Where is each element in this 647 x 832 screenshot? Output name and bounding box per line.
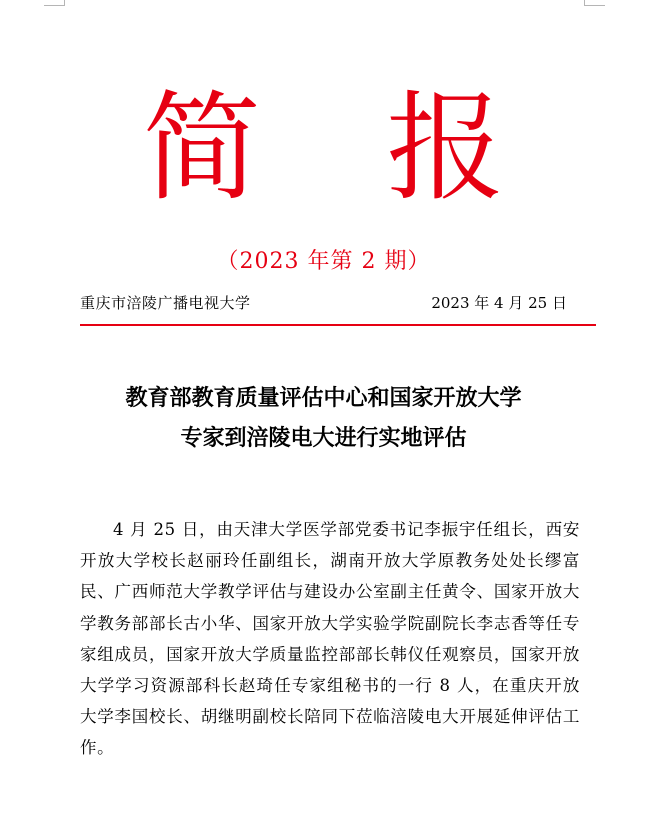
header-divider: [80, 324, 596, 326]
organization-name: 重庆市涪陵广播电视大学: [80, 294, 251, 312]
article-paragraph: 4 月 25 日，由天津大学医学部党委书记李振宇任组长，西安开放大学校长赵丽玲任副组长，湖南开放大学原教务处处长缪富民、广西师范大学教学评估与建设办公室副主任黄令、国家开放大学教务部部长古小华、国家开放大学实验学院副院长李志香等任专家组成员，国家开放大学质量监控部部长韩仪任观察员，国家开放大学学习资源部科长赵琦任专家组秘书的一行 8 人，在重庆开放大学李国校长、胡继明副校长陪同下莅临涪陵电大开展延伸评估工作。: [80, 520, 580, 758]
crop-mark-top-left: [44, 0, 65, 6]
masthead-title: 简 报: [142, 79, 549, 217]
headline-line-1: 教育部教育质量评估中心和国家开放大学: [125, 385, 522, 411]
issue-number: （2023 年第 2 期）: [216, 249, 431, 274]
article-headline: [60, 378, 587, 458]
publish-date: 2023 年 4 月 25 日: [431, 294, 567, 312]
crop-mark-top-right: [584, 0, 605, 6]
headline-line-2: 专家到涪陵电大进行实地评估: [180, 425, 467, 451]
